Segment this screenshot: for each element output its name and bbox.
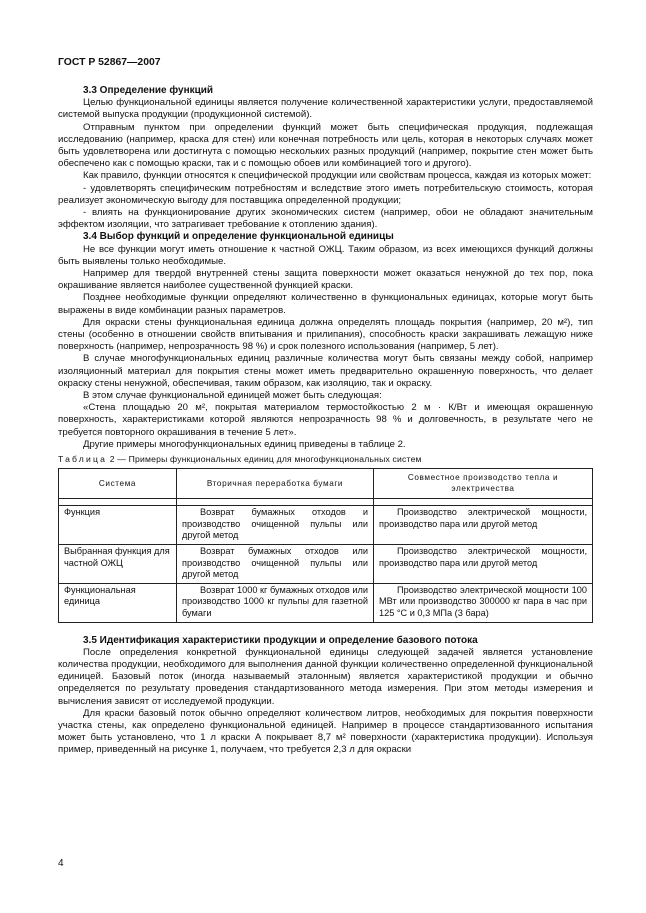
- paragraph: Для окраски стены функциональная единица должна определять площадь покрытия (например, 20 м²), тип стены (особенно в отношении свойств впитывания и прилипания), способность краски закрашивать лежащую ниже поверхность (например, непрозрачность 98 %) и срок полезного использования (например, 5 лет).: [58, 316, 593, 353]
- table-row: [59, 583, 593, 622]
- paragraph: В случае многофункциональных единиц различные количества могут быть связаны между собой, например изоляционный материал для покрытия стены может иметь предварительно окрашенную поверхность, что делает окраску стены ненужной, обеспечивая, таким образом, как изоляцию, так и окраску.: [58, 353, 593, 389]
- examples-table: [58, 468, 593, 622]
- paragraph: Позднее необходимые функции определяют количественно в функциональных единицах, которые могут быть выражены в виде комбинации разных параметров.: [58, 292, 593, 316]
- table-caption-text: 2 — Примеры функциональных единиц для многофункциональных систем: [109, 454, 422, 465]
- paragraph: В этом случае функциональной единицей может быть следующая:: [83, 390, 382, 402]
- table-caption: [58, 453, 593, 465]
- paragraph: Как правило, функции относятся к специфической продукции или свойствам процесса, каждая из которых может:: [83, 170, 592, 182]
- section-heading: 3.5 Идентификация характеристики продукции и определение базового потока: [83, 634, 478, 646]
- table-cell: Функция: [59, 506, 177, 545]
- paragraph: Для краски базовый поток обычно определяют количеством литров, необходимых для покрытия поверхности участка стены, как определено функциональной единицей. Например в процессе стандартизованного испытания может быть установлено, что 1 л краски А покрывает 8,7 м² поверхности (характеристика продукции). Используя пример, приведенный на рисунке 1, получаем, что требуется 2,3 л для окраски: [58, 707, 593, 756]
- paragraph: - удовлетворять специфическим потребностям и вследствие этого иметь потребительскую стоимость, которая реализует экономическую выгоду для поставщика определенной продукции;: [58, 182, 593, 206]
- section-heading: 3.3 Определение функций: [83, 85, 214, 96]
- paragraph: Отправным пунктом при определении функций может быть специфическая продукция, подлежащая исследованию (например, краска для стен) или конечная потребность или цель, которая в некоторых случаях может быть удовлетворена или достигнута с помощью нескольких разных продукций (например, покрытие стен может быть обеспечено как с помощью краски, так и с помощью обоев или комбинацией того и другого).: [58, 121, 593, 170]
- table-header-cell: Совместное производство тепла и электричества: [374, 469, 593, 499]
- table-cell: Производство электрической мощности, производство пара или другой метод: [374, 545, 593, 584]
- table-row: [59, 506, 593, 545]
- paragraph: Целью функциональной единицы является получение количественной характеристики услуги, предоставляемой системой выпуска продукции (продукционной системой).: [58, 97, 593, 121]
- paragraph: Другие примеры многофункциональных единиц приведены в таблице 2.: [83, 438, 406, 450]
- paragraph: Не все функции могут иметь отношение к частной ОЖЦ. Таким образом, из всех имеющихся функций должны быть выявлены только необходимые.: [58, 243, 593, 267]
- table-cell: Возврат бумажных отходов или производство очищенной пульпы или другой метод: [177, 545, 374, 584]
- table-header-cell: Вторичная переработка бумаги: [177, 469, 374, 499]
- table-cell: Возврат бумажных отходов и производство очищенной пульпы или другой метод: [177, 506, 374, 545]
- table-caption-label: Таблица: [58, 454, 108, 465]
- table-cell: Возврат 1000 кг бумажных отходов или производство 1000 кг пульпы для газетной бумаги: [177, 583, 374, 622]
- paragraph: «Стена площадью 20 м², покрытая материалом термостойкостью 2 м · К/Вт и имеющая окрашенную поверхность, характеристиками которой являются непрозрачность 98 % и долговечность, в результате чего не требуется повторного окрашивания в течение 5 лет».: [58, 402, 593, 438]
- paragraph: Например для твердой внутренней стены защита поверхности может оказаться ненужной до тех пор, пока окрашивание является наиболее существенной функцией краски.: [58, 268, 593, 292]
- paragraph: - влиять на функционирование других экономических систем (например, обои не обладают значительным эффектом изоляции, что затрагивает требование к отоплению здания).: [58, 207, 593, 231]
- section-3-3: [58, 85, 593, 757]
- paragraph: После определения конкретной функциональной единицы следующей задачей является установление количества продукции, необходимого для выполнения данной функции количественно определенной функциональной единицей. Базовый поток (иногда называемый эталонным) является характеристикой продукции и обычно определяется по результату проведения стандартизованного метода измерения. При этом методы измерения и вычисления зависят от исследуемой продукции.: [58, 646, 593, 707]
- table-header-row: [59, 469, 593, 499]
- table-cell: Выбранная функция для частной ОЖЦ: [59, 545, 177, 584]
- section-heading: 3.4 Выбор функций и определение функциональной единицы: [83, 231, 394, 243]
- table-cell: Производство электрической мощности 100 МВт или производство 300000 кг пара в час при 125 °С и 0,3 МПа (3 бара): [374, 583, 593, 622]
- table-cell: Функциональная единица: [59, 583, 177, 622]
- table-cell: Производство электрической мощности, производство пара или другой метод: [374, 506, 593, 545]
- table-row: [59, 545, 593, 584]
- page-number: 4: [58, 858, 64, 869]
- table-header-cell: Система: [59, 469, 177, 499]
- standard-code-header: ГОСТ Р 52867—2007: [58, 57, 161, 68]
